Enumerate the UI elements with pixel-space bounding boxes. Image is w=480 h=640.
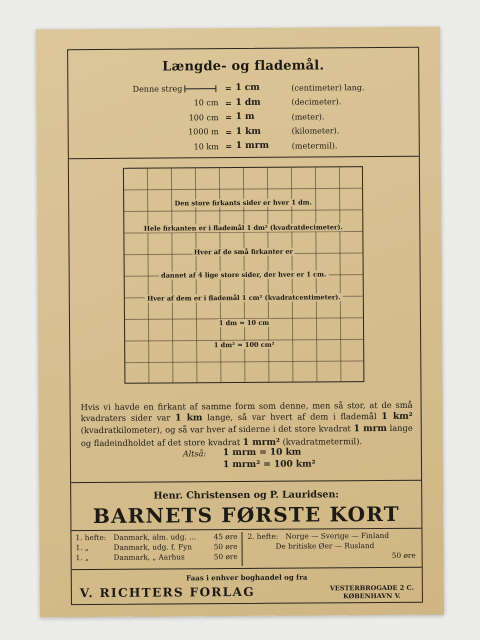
square-grid — [123, 166, 365, 384]
unit-rhs: 1 cm — [235, 83, 260, 94]
grid-caption: 1 dm² = 100 cm² — [213, 340, 275, 350]
equals-sign: = — [225, 112, 232, 123]
grid-caption: dannet af 4 lige store sider, der hver er 1 cm. — [161, 270, 327, 280]
grid-caption: Hele firkanten er i flademål 1 dm² (kvadratdecimeter). — [143, 223, 343, 233]
unit-rhs: 1 m — [235, 112, 255, 123]
equals-sign: = — [224, 83, 232, 94]
summary-label: Altså: — [182, 448, 207, 458]
list-item: 1. hefte: Danmark, alm. udg. ... 45 øre — [75, 532, 238, 543]
list-item: 2. hefte: Norge — Sverige — Finland — [247, 530, 390, 541]
printer-imprint — [160, 607, 326, 608]
list-item: De britiske Øer — Rusland — [275, 541, 375, 551]
equals-sign: = — [225, 126, 233, 137]
unit-row — [119, 138, 409, 155]
publisher-name: V. RICHTERS FORLAG — [79, 584, 256, 601]
equals-sign: = — [225, 141, 233, 152]
book-title: BARNETS FØRSTE KORT — [92, 501, 400, 529]
unit-lhs: Denne streg — [132, 84, 183, 94]
list-item: 1. „ Danmark, „ Aarhus 50 øre — [75, 552, 238, 563]
unit-note: (centimeter) lang. — [291, 82, 365, 93]
unit-lhs: 1000 m — [188, 127, 219, 137]
page-frame — [67, 47, 423, 605]
divider — [72, 567, 422, 570]
list-item: 50 øre — [391, 550, 416, 560]
grid-caption: 1 dm = 10 cm — [218, 318, 270, 328]
measure-bar-icon — [184, 85, 216, 92]
column-divider — [241, 532, 242, 566]
summary-line: 1 mrm = 10 km — [222, 447, 302, 459]
unit-rhs: 1 dm — [235, 97, 261, 108]
paper-sheet — [36, 27, 444, 618]
publisher-address: VESTERBROGADE 2 C. KØBENHAVN V. — [329, 583, 414, 601]
unit-rhs: 1 km — [235, 126, 261, 137]
unit-note: (metermil). — [291, 141, 338, 151]
unit-lhs: 10 km — [193, 141, 219, 152]
unit-note: (decimeter). — [291, 97, 342, 107]
page-title: Længde- og flademål. — [162, 58, 325, 75]
advert-section — [71, 480, 422, 607]
editions-list — [75, 530, 416, 563]
editions-left — [75, 532, 237, 563]
unit-note: (meter). — [291, 112, 325, 122]
unit-rhs: 1 mrm — [235, 141, 269, 152]
units-section — [68, 48, 419, 159]
equals-sign: = — [225, 97, 232, 108]
editions-right — [247, 531, 415, 562]
grid-caption: Hver af de små firkanter er — [194, 247, 294, 257]
unit-lhs: 10 cm — [193, 98, 219, 108]
sales-note: Faas i enhver boghandel og fra — [186, 572, 308, 583]
unit-note: (kilometer). — [291, 126, 340, 136]
list-item: 1. „ Danmark, udg. f. Fyn 50 øre — [75, 542, 238, 553]
explanation-paragraph: Hvis vi havde en firkant af samme form som denne, men så stor, at de små kvadraters sider var 1 km lange, så var hvert af dem i flademål 1 km² (kvadratkilometer), og så var hver af siderne i det store kvadrat 1 mrm lange og fladeindholdet af det store kvadrat 1 mrm² (kvadratmetermil). — [80, 399, 413, 448]
grid-caption: Den store firkants sider er hver 1 dm. — [174, 198, 312, 208]
unit-lhs: 100 cm — [188, 112, 219, 123]
summary-block — [183, 446, 383, 471]
summary-line: 1 mrm² = 100 km² — [222, 459, 316, 471]
authors-line: Henr. Christensen og P. Lauridsen: — [153, 489, 339, 502]
grid-caption: Hver af dem er i flademål 1 cm² (kvadratcentimeter). — [147, 293, 341, 303]
units-table — [118, 80, 408, 155]
